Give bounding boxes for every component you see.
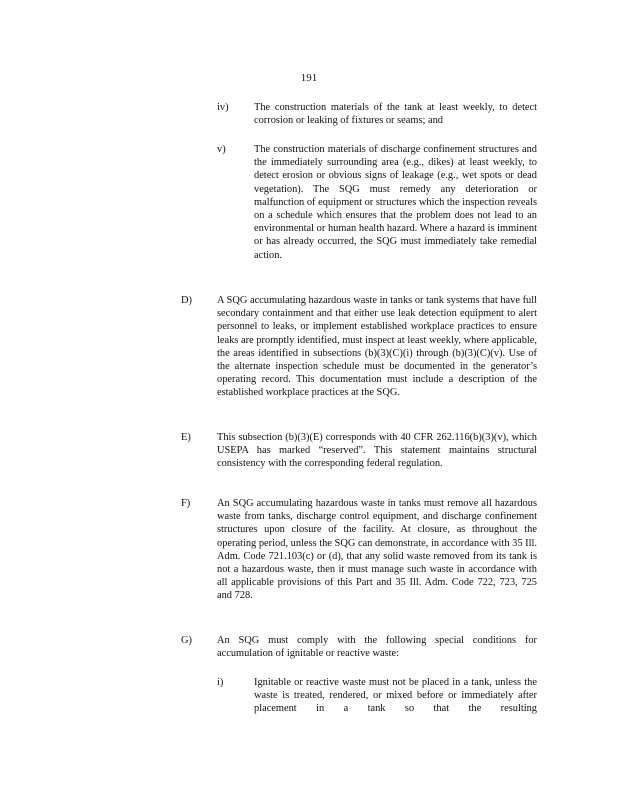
- item-label: v): [217, 144, 226, 155]
- item-text: This subsection (b)(3)(E) corresponds with 40 CFR 262.116(b)(3)(v), which USEPA has marked “reserved”. This statement maintains structural consistency with the corresponding federal regulation.: [217, 432, 537, 470]
- item-text: Ignitable or reactive waste must not be placed in a tank, unless the waste is treated, rendered, or mixed before or immediately after placement in a tank so that the resulting: [254, 677, 537, 715]
- item-text: A SQG accumulating hazardous waste in tanks or tank systems that have full secondary containment and that either use leak detection equipment to alert personnel to leaks, or implement established workplace practices to ensure leaks are promptly identified, must inspect at least weekly, where applicable, the areas identified in subsections (b)(3)(C)(i) through (b)(3)(C)(v). Use of the alternate inspection schedule must be documented in the generator’s operating record. This documentation must include a description of the established workplace practices at the SQG.: [217, 295, 537, 399]
- item-text: An SQG accumulating hazardous waste in tanks must remove all hazardous waste from tanks, discharge control equipment, and discharge confinement structures upon closure of the facility. At closure, as throughout the operating period, unless the SQG can demonstrate, in accordance with 35 Ill. Adm. Code 721.103(c) or (d), that any solid waste removed from its tank is not a hazardous waste, then it must manage such waste in accordance with all applicable provisions of this Part and 35 Ill. Adm. Code 722, 723, 725 and 728.: [217, 498, 537, 602]
- item-label: i): [217, 677, 224, 688]
- item-label: F): [181, 498, 191, 509]
- item-label: G): [181, 635, 192, 646]
- item-label: E): [181, 432, 191, 443]
- item-text: The construction materials of the tank at least weekly, to detect corrosion or leaking of fixtures or seams; and: [254, 102, 537, 127]
- item-text: An SQG must comply with the following special conditions for accumulation of ignitable or reactive waste:: [217, 635, 537, 660]
- item-label: D): [181, 295, 192, 306]
- item-text: The construction materials of discharge confinement structures and the immediately surrounding area (e.g., dikes) at least weekly, to detect erosion or obvious signs of leakage (e.g., wet spots or dead vegetation). The SQG must remedy any deterioration or malfunction of equipment or structures which the inspection reveals on a schedule which ensures that the problem does not lead to an environmental or human health hazard. Where a hazard is imminent or has already occurred, the SQG must immediately take remedial action.: [254, 144, 537, 261]
- item-label: iv): [217, 102, 229, 113]
- page-number: 191: [300, 72, 318, 84]
